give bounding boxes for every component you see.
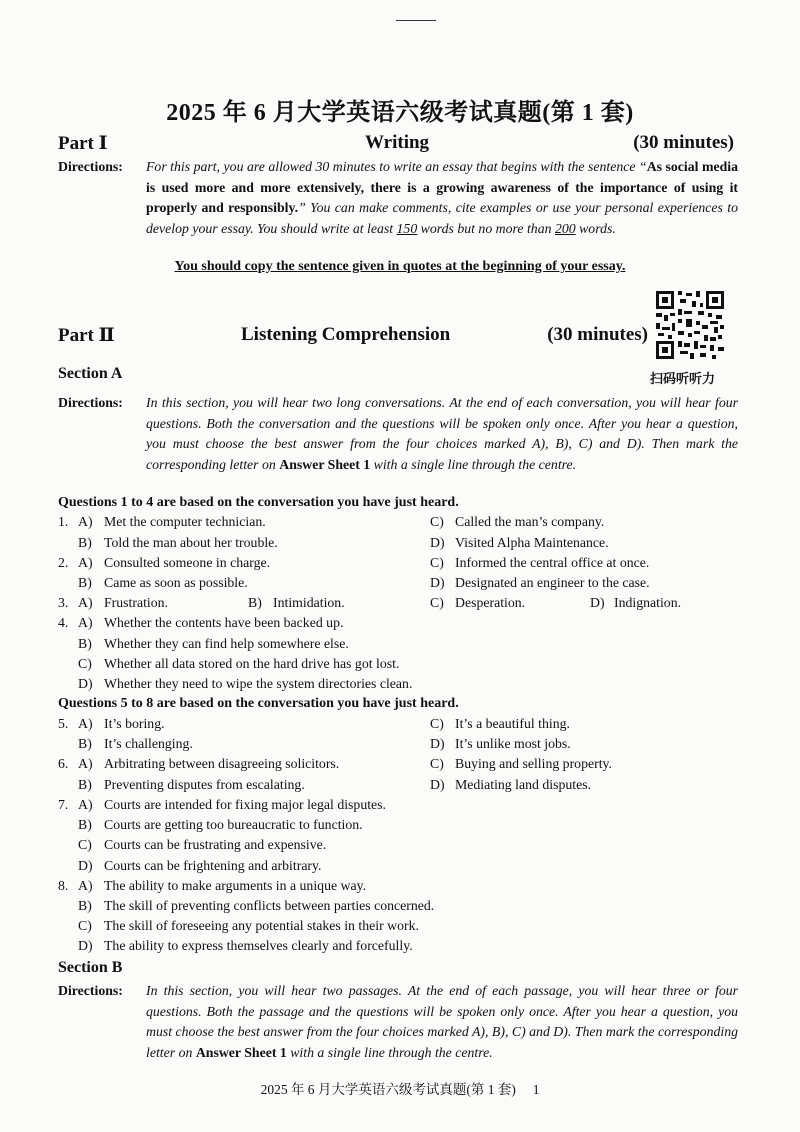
part2-header [58, 324, 734, 348]
option-text: It’s unlike most jobs. [455, 736, 571, 751]
option-letter: A) [78, 555, 93, 570]
option-text: Courts can be frightening and arbitrary. [104, 858, 322, 873]
answer-sheet-ref: Answer Sheet 1 [195, 1044, 287, 1060]
min-words: 150 [396, 220, 418, 236]
option-text: The ability to express themselves clearly and forcefully. [104, 938, 413, 953]
part1-header [58, 132, 734, 156]
dir-text: words but no more than [417, 220, 555, 236]
option-letter: A) [78, 595, 93, 610]
option-text: The ability to make arguments in a unique way. [104, 878, 367, 893]
option-letter: C) [430, 716, 444, 731]
dir-text: In this section, you will hear two long conversations. At the end of each conversation, you will hear four questions. Both the conversation and the questions will be spoken only once. After you hear a question, you must choose the best answer from the four choices marked A), B), C) and D). Then mark the corresponding letter on [146, 395, 738, 472]
question-number: 6. [58, 756, 69, 771]
option-letter: C) [78, 918, 92, 933]
option-letter: A) [78, 615, 93, 630]
option-text: Intimidation. [273, 595, 345, 610]
part1-name: Writing [365, 132, 430, 153]
option-text: Whether they can find help somewhere else. [104, 636, 349, 651]
section-b-directions-body [146, 981, 738, 1063]
question-group-heading: Questions 1 to 4 are based on the conversation you have just heard. [58, 495, 459, 510]
option-letter: B) [78, 736, 92, 751]
option-letter: A) [78, 878, 93, 893]
option-letter: B) [78, 575, 92, 590]
option-letter: C) [430, 555, 444, 570]
option-text: Came as soon as possible. [104, 575, 248, 590]
question-number: 5. [58, 716, 69, 731]
option-text: The skill of preventing conflicts between parties concerned. [104, 898, 435, 913]
option-letter: C) [430, 756, 444, 771]
option-text: It’s a beautiful thing. [455, 716, 570, 731]
option-letter: D) [78, 938, 93, 953]
dir-text: ” You can make comments, cite examples or use your personal experiences to develop your essay. You should write at least [146, 200, 738, 236]
option-letter: A) [78, 716, 93, 731]
option-letter: D) [78, 858, 93, 873]
option-text: It’s boring. [104, 716, 165, 731]
question-number: 3. [58, 595, 69, 610]
qr-caption: 扫码听听力 [650, 372, 716, 387]
question-number: 7. [58, 797, 69, 812]
option-text: Indignation. [614, 595, 682, 610]
essay-prompt-sentence: As social media is used more and more extensively, there is a growing awareness of the importance of using it properly and responsibly. [146, 159, 738, 215]
option-text: Desperation. [455, 595, 526, 610]
option-letter: D) [430, 575, 445, 590]
option-text: Courts are intended for fixing major legal disputes. [104, 797, 387, 812]
dir-text: with a single line through the centre. [286, 1044, 493, 1060]
option-letter: D) [78, 676, 93, 691]
option-text: Called the man’s company. [455, 514, 605, 529]
section-a-directions-body [146, 393, 738, 475]
dir-text: In this section, you will hear two passages. At the end of each passage, you will hear three or four questions. Both the passage and the questions will be spoken only once. After you hear a question, you must choose the best answer from the four choices marked A), B), C) and D). Then mark the corresponding letter on [146, 983, 738, 1060]
option-letter: A) [78, 797, 93, 812]
part1-directions-body [146, 157, 738, 239]
option-text: Designated an engineer to the case. [455, 575, 650, 590]
section-a-label: Section A [58, 365, 123, 382]
option-letter: B) [78, 777, 92, 792]
option-text: Whether they need to wipe the system directories clean. [104, 676, 413, 691]
dir-text: words. [575, 220, 616, 236]
option-letter: B) [78, 817, 92, 832]
part1-directions-label: Directions: [58, 159, 123, 174]
copy-sentence-note: You should copy the sentence given in quotes at the beginning of your essay. [174, 259, 626, 274]
question-number: 4. [58, 615, 69, 630]
option-text: Informed the central office at once. [455, 555, 650, 570]
option-letter: D) [590, 595, 605, 610]
part1-label: Part Ⅰ [58, 133, 108, 154]
option-text: Consulted someone in charge. [104, 555, 271, 570]
option-text: Mediating land disputes. [455, 777, 592, 792]
option-letter: A) [78, 514, 93, 529]
section-b-directions-label: Directions: [58, 983, 123, 998]
question-group-heading: Questions 5 to 8 are based on the conversation you have just heard. [58, 696, 459, 711]
max-words: 200 [554, 220, 576, 236]
page-footer [0, 1078, 800, 1098]
dir-text: For this part, you are allowed 30 minutes to write an essay that begins with the sentence “ [146, 159, 647, 174]
option-letter: C) [430, 514, 444, 529]
option-letter: B) [78, 898, 92, 913]
part2-time: (30 minutes) [547, 324, 648, 345]
option-text: Buying and selling property. [455, 756, 612, 771]
option-letter: B) [78, 636, 92, 651]
option-letter: D) [430, 535, 445, 550]
option-text: Courts can be frustrating and expensive. [104, 837, 327, 852]
top-rule [396, 20, 436, 21]
section-a-directions [58, 393, 738, 475]
option-text: Whether the contents have been backed up. [104, 615, 344, 630]
answer-sheet-ref: Answer Sheet 1 [279, 456, 371, 472]
option-text: Frustration. [104, 595, 168, 610]
option-text: Whether all data stored on the hard drive has got lost. [104, 656, 400, 671]
part1-directions [58, 157, 738, 239]
part2-name: Listening Comprehension [241, 324, 451, 345]
option-letter: A) [78, 756, 93, 771]
option-letter: D) [430, 736, 445, 751]
question-number: 8. [58, 878, 69, 893]
section-a-directions-label: Directions: [58, 395, 123, 410]
page-number: 1 [532, 1082, 540, 1097]
section-b-label: Section B [58, 959, 123, 976]
part2-label: Part Ⅱ [58, 325, 115, 346]
option-text: Met the computer technician. [104, 514, 266, 529]
section-b-directions [58, 981, 738, 1063]
footer-title: 2025 年 6 月大学英语六级考试真题(第 1 套) [260, 1082, 516, 1097]
option-letter: C) [78, 837, 92, 852]
qr-code-icon[interactable] [654, 289, 726, 361]
dir-text: with a single line through the centre. [370, 456, 577, 472]
option-text: Arbitrating between disagreeing solicitors. [104, 756, 340, 771]
option-letter: C) [78, 656, 92, 671]
option-text: It’s challenging. [104, 736, 193, 751]
option-text: Courts are getting too bureaucratic to function. [104, 817, 363, 832]
option-text: Told the man about her trouble. [104, 535, 278, 550]
option-letter: B) [78, 535, 92, 550]
option-text: The skill of foreseeing any potential stakes in their work. [104, 918, 419, 933]
question-number: 1. [58, 514, 69, 529]
option-text: Visited Alpha Maintenance. [455, 535, 609, 550]
option-text: Preventing disputes from escalating. [104, 777, 305, 792]
page-title: 2025 年 6 月大学英语六级考试真题(第 1 套) [166, 100, 634, 126]
option-letter: C) [430, 595, 444, 610]
part1-time: (30 minutes) [633, 132, 734, 153]
option-letter: D) [430, 777, 445, 792]
option-letter: B) [248, 595, 262, 610]
question-number: 2. [58, 555, 69, 570]
